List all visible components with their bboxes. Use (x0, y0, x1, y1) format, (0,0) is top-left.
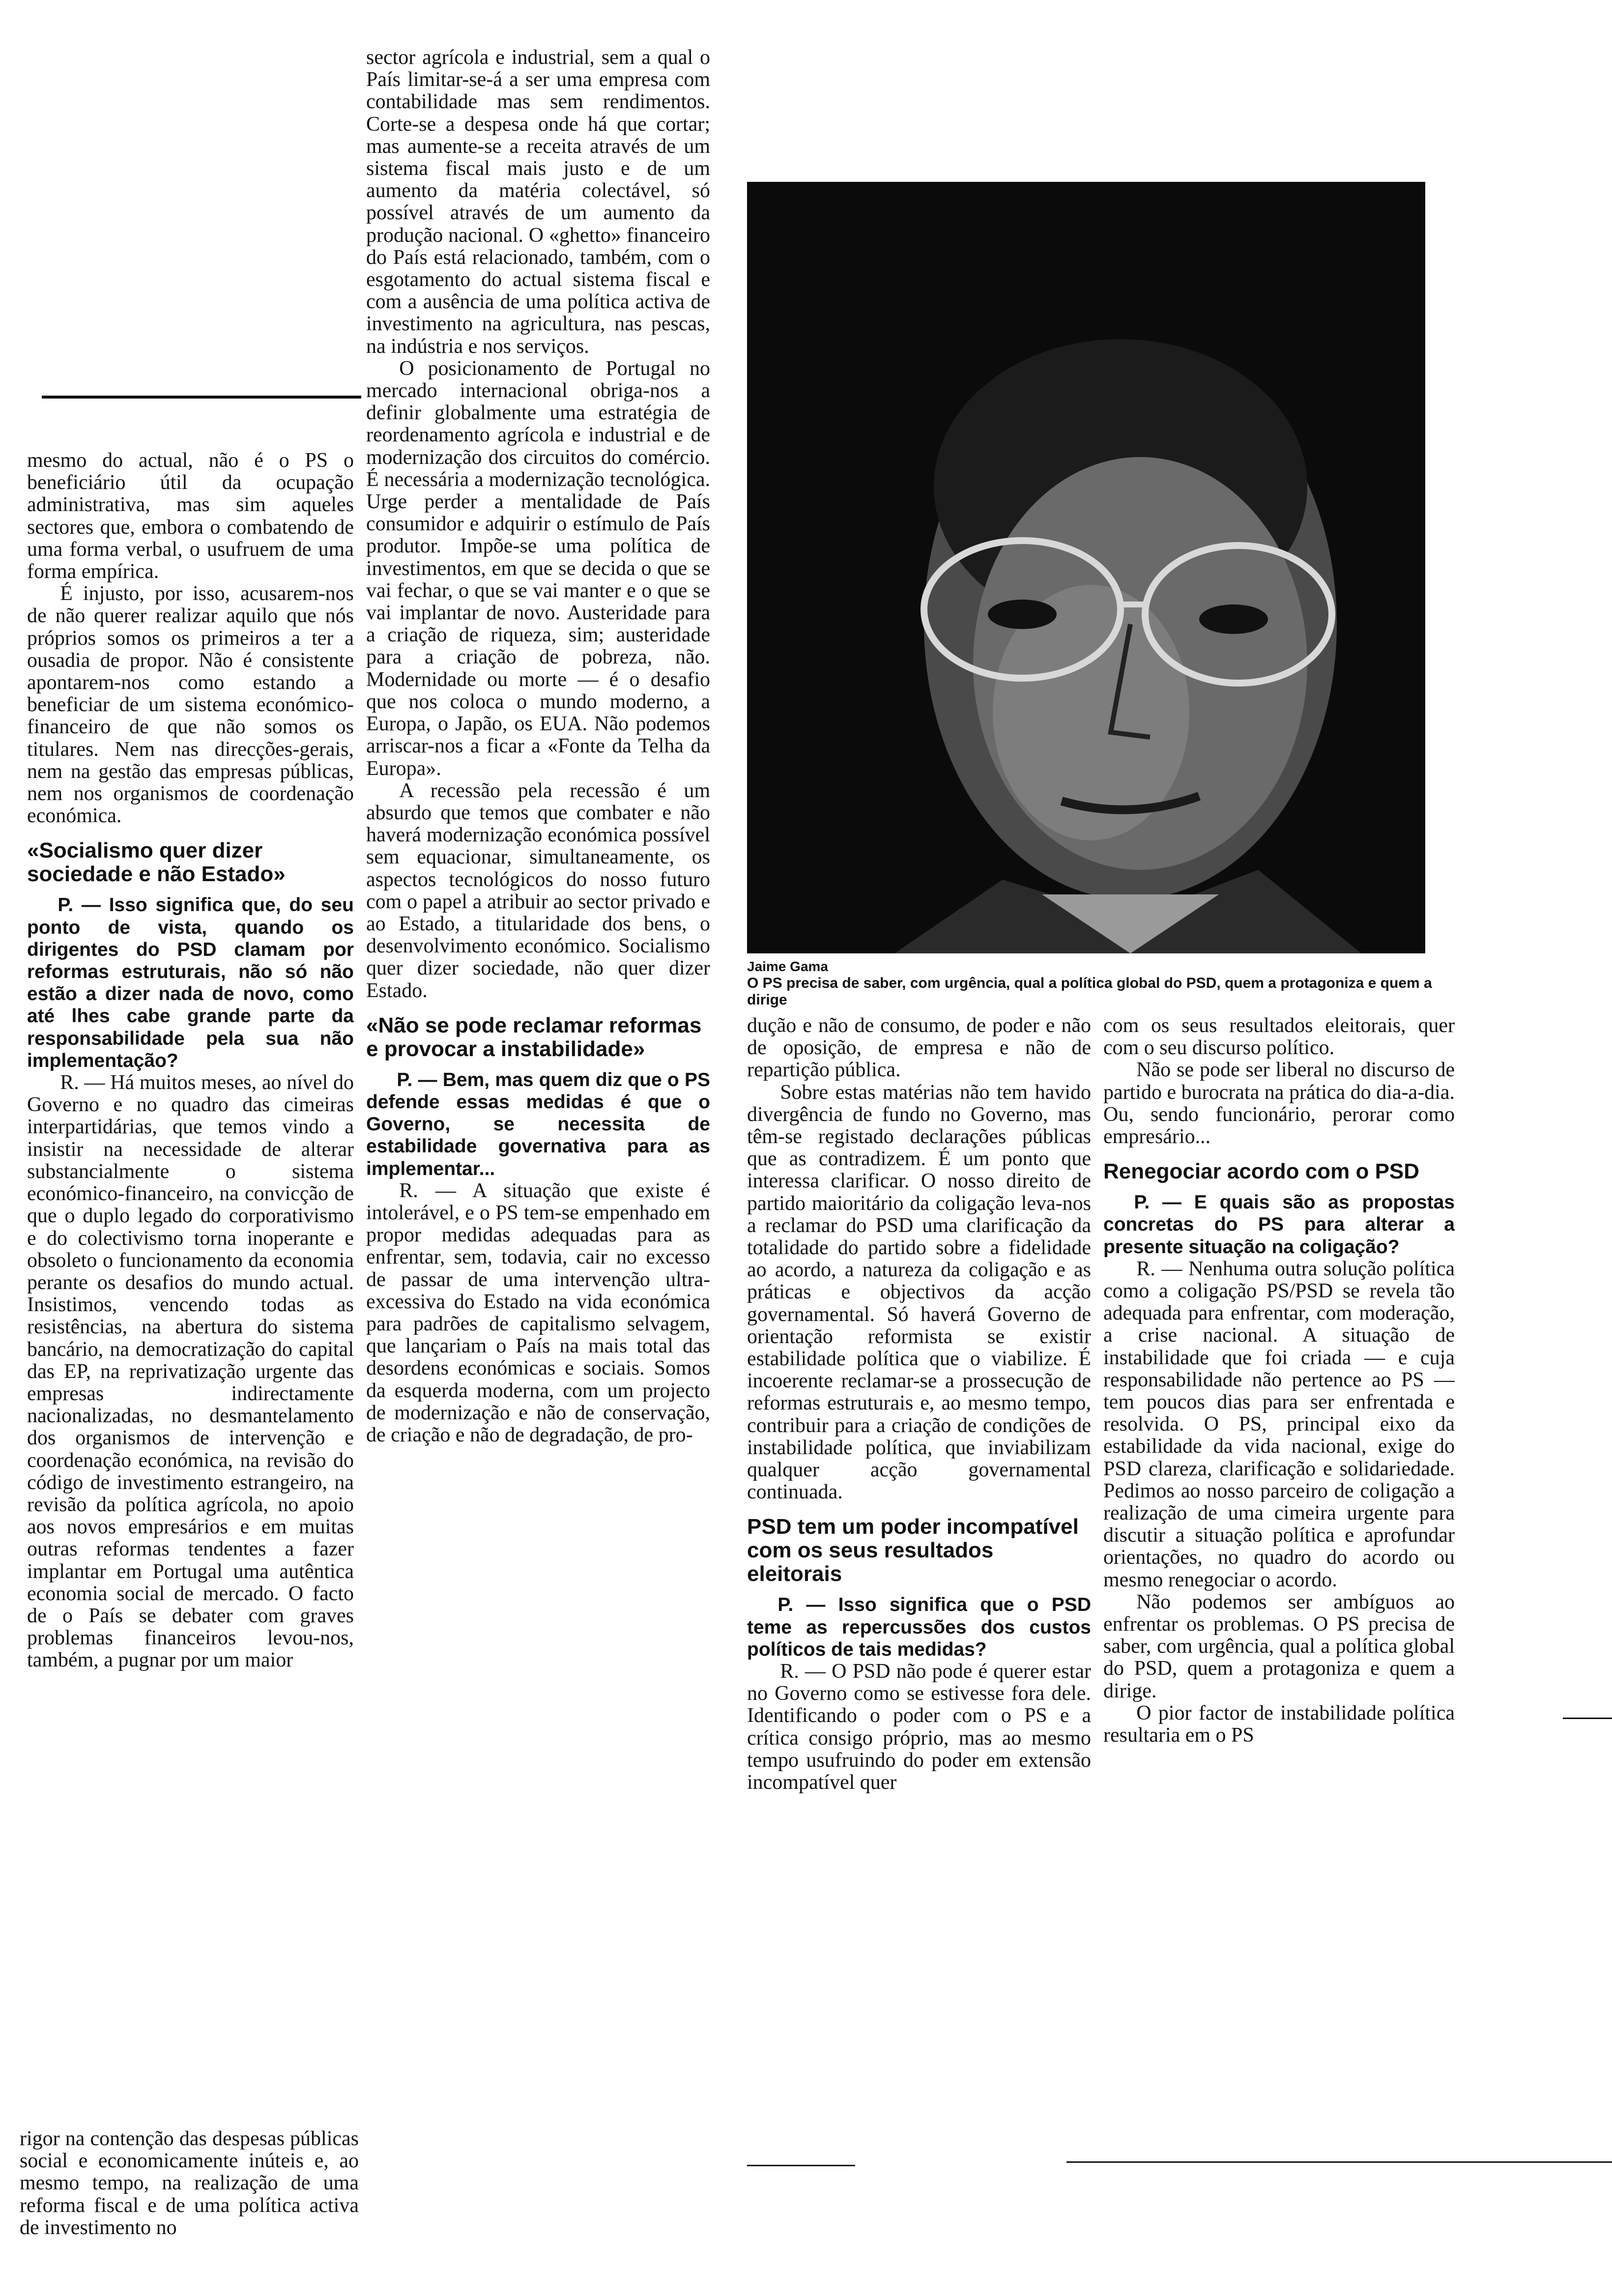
question: P. — Isso significa que, do seu ponto de vista, quando os dirigentes do PSD clamam por reformas estruturais, não só não estão a dizer nada de novo, como até lhes cabe grande parte da responsabilidade pela sua não implementação? (27, 894, 354, 1071)
section-heading: «Não se pode reclamar reformas e provocar a instabilidade» (366, 1013, 702, 1061)
paragraph: O posicionamento de Portugal no mercado internacional obriga-nos a definir globalmente uma estratégia de reordenamento agrícola e industrial e de modernização dos circuitos do comércio. É necessária a modernização tecnológica. Urge perder a mentalidade de País consumidor e adquirir o estímulo de País produtor. Impõe-se uma política de investimentos, em que se decida o que se vai fechar, o que se vai manter e o que se vai implantar de novo. Austeridade para a criação de riqueza, sim; austeridade para a criação de pobreza, não. Modernidade ou morte — é o desafio que nos coloca o mundo moderno, a Europa, o Japão, os EUA. Não podemos arriscar-nos a ficar a «Fonte da Telha da Europa». (366, 357, 710, 780)
paragraph: É injusto, por isso, acusarem-nos de não querer realizar aquilo que nós próprios somos os primeiros a ter a ousadia de propor. Não é consistente apontarem-nos como estando a beneficiar de um sistema económico-financeiro de que não somos os titulares. Nem nas direcções-gerais, nem na gestão das empresas públicas, nem nos organismos de coordenação económica. (27, 582, 354, 828)
paragraph: A recessão pela recessão é um absurdo que temos que combater e não haverá modernização económica possível sem equacionar, simultaneamente, os aspectos tecnológicos do nosso futuro com o papel a atribuir ao sector privado e ao Estado, a titularidade dos bens, o desenvolvimento económico. Socialismo quer dizer sociedade, não quer dizer Estado. (366, 779, 710, 1002)
portrait-illustration (747, 182, 1425, 953)
section-heading: PSD tem um poder incompatível com os seus resultados eleitorais (747, 1515, 1079, 1586)
answer: R. — A situação que existe é intolerável, e o PS tem-se empenhado em propor medidas adequadas para as enfrentar, sem, todavia, cair no excesso de passar de uma intervenção ultra-excessiva do Estado na vida económica para padrões de capitalismo selvagem, que lançariam o País na mais total das desordens económicas e sociais. Somos da esquerda moderna, com um projecto de modernização e não de conservação, de criação e não de degradação, de pro- (366, 1179, 710, 1446)
bottom-rule (1066, 2161, 1612, 2163)
column-2 (366, 47, 710, 2125)
portrait-photo (747, 182, 1425, 953)
bottom-rule-left (747, 2165, 855, 2166)
column-1-bottom (20, 2128, 359, 2270)
paragraph: Não se pode ser liberal no discurso de partido e burocrata na prática do dia-a-dia. Ou, sendo funcionário, perorar como empresário... (1103, 1059, 1455, 1148)
paragraph: Não podemos ser ambíguos ao enfrentar os problemas. O PS precisa de saber, com urgência, qual a política global do PSD, quem a protagoniza e quem a dirige. (1103, 1590, 1455, 1702)
paragraph: com os seus resultados eleitorais, quer com o seu discurso político. (1103, 1015, 1455, 1060)
photo-caption (747, 958, 1435, 1008)
paragraph: rigor na contenção das despesas públicas social e economicamente inúteis e, ao mesmo tempo, na realização de uma reforma fiscal e de uma política activa de investimento no (20, 2128, 359, 2239)
question: P. — Bem, mas quem diz que o PS defende essas medidas é que o Governo, se necessita de estabilidade governativa para as implementar... (366, 1069, 710, 1179)
answer: R. — Nenhuma outra solução política como a coligação PS/PSD se revela tão adequada para enfrentar, com moderação, a crise nacional. A situação de instabilidade que foi criada — e cuja responsabilidade não pertence ao PS — tem poucos dias para ser enfrentada e resolvida. O PS, principal eixo da estabilidade da vida nacional, exige do PSD clareza, clarificação e solidariedade. Pedimos ao nosso parceiro de coligação a realização de uma cimeira urgente para discutir a situação política e aprofundar orientações, no quadro do acordo ou mesmo renegociar o acordo. (1103, 1257, 1455, 1591)
section-heading: «Socialismo quer dizer sociedade e não Estado» (27, 838, 286, 887)
paragraph: O pior factor de instabilidade política resultaria em o PS (1103, 1701, 1455, 1747)
column-3 (747, 1015, 1091, 2160)
caption-text: O PS precisa de saber, com urgência, qual a política global do PSD, quem a protagoniza e quem a dirige (747, 975, 1432, 1008)
question: P. — Isso significa que o PSD teme as repercussões dos custos políticos de tais medidas? (747, 1594, 1091, 1660)
column-1 (27, 450, 354, 2125)
paragraph: sector agrícola e industrial, sem a qual o País limitar-se-á a ser uma empresa com contabilidade mas sem rendimentos. Corte-se a despesa onde há que cortar; mas aumente-se a receita através de um sistema fiscal mais justo e de um aumento da matéria colectável, só possível através de um aumento da produção nacional. O «ghetto» financeiro do País está relacionado, também, com o esgotamento do actual sistema fiscal e com a ausência de uma política activa de investimento na agricultura, nas pescas, na indústria e nos serviços. (366, 47, 710, 358)
column-4 (1103, 1015, 1455, 2160)
answer: R. — Há muitos meses, ao nível do Governo e no quadro das cimeiras interpartidárias, que temos vindo a insistir na necessidade de alterar substancialmente o sistema económico-financeiro, na convicção de que o duplo legado do corporativismo e do colectivismo torna inoperante e obsoleto o funcionamento da economia perante os desafios do mundo actual. Insistimos, vencendo todas as resistências, na abertura do sistema bancário, na democratização do capital das EP, na reprivatização urgente das empresas indirectamente nacionalizadas, no desmantelamento dos organismos de intervenção e coordenação económica, na revisão do código de investimento estrangeiro, na revisão da política agrícola, no apoio aos novos empresários e em muitas outras reformas tendentes a fazer implantar em Portugal uma autêntica economia social de mercado. O facto de o País se debater com graves problemas financeiros levou-nos, também, a pugnar por um maior (27, 1071, 354, 1672)
separator-rule (42, 396, 361, 399)
answer: R. — O PSD não pode é querer estar no Governo como se estivesse fora dele. Identificando o poder com o PS e a crítica consigo próprio, mas ao mesmo tempo usufruindo do poder em extensão incompatível quer (747, 1660, 1091, 1794)
paragraph: Sobre estas matérias não tem havido divergência de fundo no Governo, mas têm-se registado declarações públicas que as contradizem. É um ponto que interessa clarificar. O nosso direito de partido maioritário da coligação leva-nos a reclamar do PSD uma clarificação da totalidade do partido sobre a fidelidade ao acordo, a natureza da coligação e as práticas e objectivos da acção governamental. Só haverá Governo de orientação reformista se existir estabilidade política que o viabilize. É incoerente reclamar-se a prossecução de reformas estruturais e, ao mesmo tempo, contribuir para a criação de condições de instabilidade política, que inviabilizam qualquer acção governamental continuada. (747, 1081, 1091, 1504)
question: P. — E quais são as propostas concretas do PS para alterar a presente situação na coligação? (1103, 1192, 1455, 1258)
paragraph: mesmo do actual, não é o PS o beneficiário útil da ocupação administrativa, mas sim aqueles sectores que, embora o combatendo de uma forma verbal, o usufruem de uma forma empírica. (27, 450, 354, 583)
margin-mark (1563, 1718, 1612, 1719)
section-heading: Renegociar acordo com o PSD (1103, 1159, 1420, 1184)
paragraph: dução e não de consumo, de poder e não de oposição, de empresa e não de repartição pública. (747, 1015, 1091, 1082)
caption-name: Jaime Gama (747, 959, 828, 974)
